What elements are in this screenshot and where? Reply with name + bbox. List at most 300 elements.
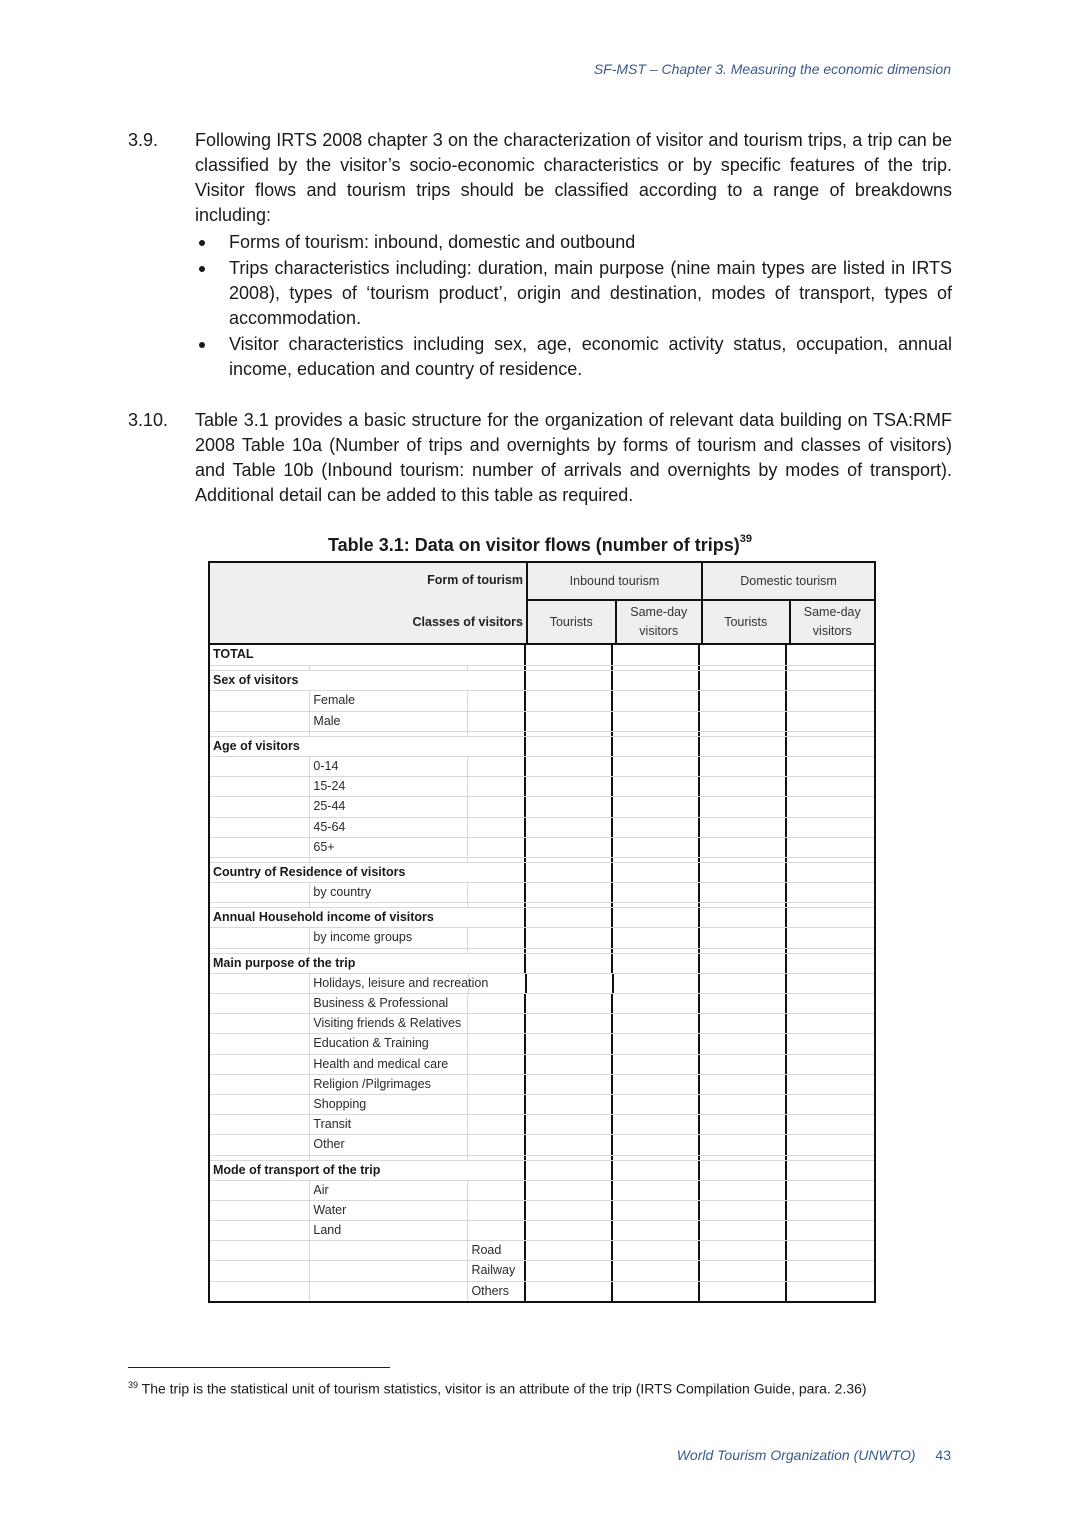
table-row	[210, 973, 874, 993]
row-label-level2: Other	[310, 1135, 468, 1154]
data-cell	[787, 777, 874, 796]
data-cell	[700, 732, 787, 736]
row-label-level1	[210, 818, 310, 837]
row-label-level1	[210, 949, 310, 953]
data-cell	[700, 883, 787, 902]
data-cell	[787, 883, 874, 902]
data-cell	[613, 1055, 700, 1074]
data-cell	[613, 1135, 700, 1154]
group-title: Domestic tourism	[703, 563, 874, 601]
data-cell	[700, 1161, 787, 1180]
row-label-level3	[468, 732, 526, 736]
row-label-level1	[210, 1261, 310, 1280]
data-cell	[787, 1115, 874, 1134]
data-cell	[614, 974, 701, 993]
data-cell	[700, 1201, 787, 1220]
row-label-level2	[310, 737, 468, 756]
data-cell	[787, 1135, 874, 1154]
data-cell	[787, 1161, 874, 1180]
row-label-level3	[468, 1135, 526, 1154]
data-cell	[526, 838, 613, 857]
table-header	[210, 563, 874, 645]
row-label-level3	[468, 818, 526, 837]
bullet-list	[195, 230, 952, 382]
row-label-level2: 45-64	[310, 818, 468, 837]
data-cell	[787, 994, 874, 1013]
table-row	[210, 837, 874, 857]
form-of-tourism-label: Form of tourism	[427, 573, 523, 587]
row-label-level3	[468, 1221, 526, 1240]
bullet-icon	[199, 266, 205, 272]
data-cell	[787, 1095, 874, 1114]
data-cell	[700, 1115, 787, 1134]
data-cell	[787, 757, 874, 776]
data-cell	[700, 1221, 787, 1240]
data-cell	[787, 1014, 874, 1033]
data-cell	[787, 712, 874, 731]
data-cell	[526, 671, 613, 690]
row-label-level1: Annual Household income of visitors	[213, 910, 434, 925]
table-row	[210, 736, 874, 756]
row-label-level3	[468, 903, 526, 907]
footnote-text: The trip is the statistical unit of tourism statistics, visitor is an attribute of the trip (IRTS Compilation Guide, para. 2.36)	[138, 1380, 867, 1397]
page-footer	[677, 1447, 951, 1463]
data-cell	[526, 1095, 613, 1114]
paragraph-number: 3.10.	[128, 410, 169, 430]
data-cell	[700, 863, 787, 882]
row-label-level2: by income groups	[310, 928, 468, 947]
data-cell	[526, 908, 613, 927]
data-cell	[700, 908, 787, 927]
data-cell	[613, 858, 700, 862]
data-cell	[700, 1055, 787, 1074]
row-label-level2	[310, 858, 468, 862]
row-label-level3	[468, 994, 526, 1013]
footnote-divider	[128, 1367, 390, 1368]
table-spacer-row	[210, 665, 874, 670]
table-row	[210, 1281, 874, 1301]
row-label-level2	[310, 671, 468, 690]
data-cell	[700, 712, 787, 731]
data-cell	[787, 1282, 874, 1301]
row-label-level1	[210, 928, 310, 947]
row-label-level3	[468, 691, 526, 710]
table-row	[210, 993, 874, 1013]
data-cell	[787, 1055, 874, 1074]
group-title: Inbound tourism	[528, 563, 701, 601]
data-cell	[526, 1014, 613, 1033]
data-cell	[613, 691, 700, 710]
data-cell	[787, 954, 874, 973]
data-cell	[613, 863, 700, 882]
data-cell	[613, 737, 700, 756]
row-label-level2: 65+	[310, 838, 468, 857]
table-row	[210, 1260, 874, 1280]
data-cell	[787, 863, 874, 882]
table-row	[210, 776, 874, 796]
row-label-level3	[468, 928, 526, 947]
data-cell	[787, 1181, 874, 1200]
data-cell	[526, 1055, 613, 1074]
data-cell	[613, 1221, 700, 1240]
row-label-level1	[210, 1135, 310, 1154]
data-cell	[613, 1075, 700, 1094]
data-cell	[526, 1221, 613, 1240]
row-label-level3	[468, 1034, 526, 1053]
row-label-level1	[210, 666, 310, 670]
bullet-item	[195, 332, 952, 382]
row-label-level2	[310, 1282, 468, 1301]
header-stub	[210, 563, 528, 643]
row-label-level3	[468, 1181, 526, 1200]
row-label-level1	[210, 1181, 310, 1200]
row-label-level1: Mode of transport of the trip	[213, 1162, 381, 1177]
data-cell	[700, 1241, 787, 1260]
table-row	[210, 1013, 874, 1033]
data-cell	[613, 954, 700, 973]
table-spacer-row	[210, 857, 874, 862]
row-label-level3	[469, 954, 527, 973]
data-cell	[526, 858, 613, 862]
data-cell	[526, 1034, 613, 1053]
visitor-flows-table	[208, 561, 876, 1303]
paragraph-text: Following IRTS 2008 chapter 3 on the characterization of visitor and tourism trips, a trip can be classified by the visitor’s socio-economic characteristics or by specific features of the trip. Visitor flows and tourism trips should be classified according to a range of breakdowns including:	[195, 130, 952, 225]
data-cell	[787, 908, 874, 927]
data-cell	[700, 954, 787, 973]
data-cell	[526, 645, 613, 665]
row-label-level3	[468, 883, 526, 902]
data-cell	[613, 666, 700, 670]
table-row	[210, 1134, 874, 1154]
data-cell	[613, 1034, 700, 1053]
footer-organization: World Tourism Organization (UNWTO)	[676, 1447, 916, 1463]
row-label-level2	[310, 949, 468, 953]
table-spacer-row	[210, 902, 874, 907]
data-cell	[613, 949, 700, 953]
row-label-level2: Religion /Pilgrimages	[310, 1075, 468, 1094]
data-cell	[526, 818, 613, 837]
data-cell	[700, 994, 787, 1013]
data-cell	[526, 883, 613, 902]
data-cell	[526, 691, 613, 710]
row-label-level3	[468, 1095, 526, 1114]
row-label-level1	[210, 732, 310, 736]
row-label-level2: Female	[310, 691, 468, 710]
data-cell	[613, 1115, 700, 1134]
data-cell	[526, 1201, 613, 1220]
data-cell	[613, 1095, 700, 1114]
row-label-level1: TOTAL	[213, 647, 254, 661]
row-label-level2: Health and medical care	[310, 1055, 468, 1074]
data-cell	[787, 838, 874, 857]
row-label-level2	[310, 732, 468, 736]
row-label-level1: Age of visitors	[213, 738, 300, 753]
data-cell	[613, 818, 700, 837]
data-cell	[787, 1156, 874, 1160]
data-cell	[787, 818, 874, 837]
paragraph-3-10	[128, 408, 952, 508]
row-label-level1	[210, 1095, 310, 1114]
row-label-level1	[210, 974, 310, 993]
data-cell	[787, 1221, 874, 1240]
row-label-level3: Others	[468, 1282, 526, 1301]
footnote	[128, 1380, 867, 1397]
bullet-icon	[199, 342, 205, 348]
header-group-inbound	[528, 563, 701, 643]
row-label-level3	[468, 858, 526, 862]
data-cell	[787, 949, 874, 953]
data-cell	[526, 1241, 613, 1260]
data-cell	[700, 645, 787, 665]
data-cell	[526, 1161, 613, 1180]
data-cell	[787, 1241, 874, 1260]
paragraph-3-9	[128, 128, 952, 383]
data-cell	[613, 777, 700, 796]
row-label-level2: 15-24	[310, 777, 468, 796]
data-cell	[787, 666, 874, 670]
data-cell	[613, 645, 700, 665]
row-label-level2	[310, 666, 468, 670]
table-spacer-row	[210, 731, 874, 736]
row-label-level2: Holidays, leisure and recreation	[310, 974, 469, 993]
data-cell	[700, 949, 787, 953]
row-label-level1: Sex of visitors	[213, 673, 299, 688]
data-cell	[700, 797, 787, 816]
table-spacer-row	[210, 948, 874, 953]
data-cell	[787, 732, 874, 736]
data-cell	[787, 858, 874, 862]
row-label-level1	[210, 858, 310, 862]
data-cell	[700, 1095, 787, 1114]
row-label-level1	[210, 883, 310, 902]
data-cell	[700, 858, 787, 862]
row-label-level2	[310, 903, 468, 907]
data-cell	[787, 1034, 874, 1053]
data-cell	[526, 1115, 613, 1134]
row-label-level1: Country of Residence of visitors	[213, 864, 406, 879]
bullet-text: Trips characteristics including: duration, main purpose (nine main types are listed in IRTS 2008), types of ‘tourism product’, origin and destination, modes of transport, types of accommodation.	[229, 258, 952, 328]
row-label-level2: Transit	[310, 1115, 468, 1134]
data-cell	[787, 645, 874, 665]
table-row	[210, 862, 874, 882]
row-label-level1	[210, 994, 310, 1013]
data-cell	[526, 1156, 613, 1160]
paragraph-text: Table 3.1 provides a basic structure for the organization of relevant data building on TSA:RMF 2008 Table 10a (Number of trips and overnights by forms of tourism and classes of visitors) and Table 10b (Inbound tourism: number of arrivals and overnights by modes of transport). Additional detail can be added to this table as required.	[195, 410, 952, 505]
table-row	[210, 882, 874, 902]
row-label-level2: Shopping	[310, 1095, 468, 1114]
data-cell	[613, 838, 700, 857]
table-row	[210, 1200, 874, 1220]
table-row	[210, 690, 874, 710]
data-cell	[700, 737, 787, 756]
header-group-domestic	[701, 563, 874, 643]
table-row	[210, 1220, 874, 1240]
row-label-level3	[468, 737, 526, 756]
table-row	[210, 927, 874, 947]
row-label-level2	[311, 908, 469, 927]
row-label-level3	[468, 1115, 526, 1134]
row-label-level2: Visiting friends & Relatives	[310, 1014, 468, 1033]
data-cell	[700, 1282, 787, 1301]
row-label-level1	[210, 1156, 310, 1160]
row-label-level1	[210, 838, 310, 857]
row-label-level1	[210, 1221, 310, 1240]
data-cell	[526, 712, 613, 731]
paragraph-number: 3.9.	[128, 130, 159, 150]
data-cell	[526, 666, 613, 670]
data-cell	[526, 863, 613, 882]
row-label-level2: Water	[310, 1201, 468, 1220]
row-label-level1	[210, 797, 310, 816]
bullet-text: Visitor characteristics including sex, age, economic activity status, occupation, annual income, education and country of residence.	[229, 334, 952, 379]
data-cell	[700, 1034, 787, 1053]
data-cell	[700, 1261, 787, 1280]
table-row	[210, 670, 874, 690]
data-cell	[787, 1201, 874, 1220]
table-row	[210, 1054, 874, 1074]
data-cell	[526, 737, 613, 756]
row-label-level2	[311, 954, 469, 973]
data-cell	[526, 949, 613, 953]
data-cell	[613, 1261, 700, 1280]
table-row	[210, 796, 874, 816]
column-header: Same-day visitors	[615, 601, 702, 643]
data-cell	[613, 1282, 700, 1301]
bullet-item	[195, 256, 952, 331]
row-label-level1	[210, 1241, 310, 1260]
row-label-level3	[468, 757, 526, 776]
table-row	[210, 953, 874, 973]
data-cell	[700, 757, 787, 776]
row-label-level1	[210, 1075, 310, 1094]
data-cell	[787, 797, 874, 816]
row-label-level3	[468, 666, 526, 670]
table-row	[210, 1114, 874, 1134]
bullet-icon	[199, 240, 205, 246]
row-label-level2	[310, 1261, 468, 1280]
data-cell	[526, 1181, 613, 1200]
data-cell	[613, 1014, 700, 1033]
data-cell	[613, 908, 700, 927]
data-cell	[526, 732, 613, 736]
table-row	[210, 907, 874, 927]
column-header: Tourists	[724, 614, 768, 629]
row-label-level3	[468, 777, 526, 796]
data-cell	[613, 757, 700, 776]
table-row	[210, 817, 874, 837]
data-cell	[526, 1075, 613, 1094]
row-label-level3	[468, 1201, 526, 1220]
row-label-level1	[210, 1201, 310, 1220]
data-cell	[526, 1135, 613, 1154]
row-label-level1	[210, 1034, 310, 1053]
row-label-level3	[468, 671, 526, 690]
row-label-level1	[210, 1282, 310, 1301]
footnote-ref[interactable]: 39	[739, 533, 752, 545]
data-cell	[787, 928, 874, 947]
row-label-level2: 0-14	[310, 757, 468, 776]
data-cell	[787, 903, 874, 907]
data-cell	[613, 1241, 700, 1260]
column-header: Tourists	[549, 614, 593, 629]
data-cell	[526, 797, 613, 816]
row-label-level3	[468, 838, 526, 857]
row-label-level1	[210, 691, 310, 710]
data-cell	[526, 954, 613, 973]
data-cell	[700, 777, 787, 796]
data-cell	[700, 1075, 787, 1094]
table-row	[210, 645, 874, 665]
row-label-level2	[310, 645, 468, 665]
data-cell	[613, 732, 700, 736]
row-label-level3: Road	[468, 1241, 526, 1260]
row-label-level2	[311, 1161, 469, 1180]
row-label-level2: Business & Professional	[310, 994, 468, 1013]
data-cell	[700, 838, 787, 857]
row-label-level3	[469, 863, 527, 882]
page-number: 43	[935, 1447, 951, 1463]
row-label-level3	[468, 1055, 526, 1074]
data-cell	[700, 1014, 787, 1033]
data-cell	[526, 928, 613, 947]
data-cell	[613, 1201, 700, 1220]
table-row	[210, 1033, 874, 1053]
data-cell	[613, 1161, 700, 1180]
row-label-level3	[468, 949, 526, 953]
table-title-text: Table 3.1: Data on visitor flows (number of trips)	[328, 535, 740, 555]
data-cell	[613, 1156, 700, 1160]
row-label-level2	[310, 1156, 468, 1160]
row-label-level2: Education & Training	[310, 1034, 468, 1053]
classes-of-visitors-label: Classes of visitors	[412, 615, 523, 629]
row-label-level2: 25-44	[310, 797, 468, 816]
data-cell	[700, 928, 787, 947]
row-label-level3	[469, 1161, 527, 1180]
data-cell	[613, 1181, 700, 1200]
data-cell	[613, 903, 700, 907]
data-cell	[526, 994, 613, 1013]
row-label-level2: Air	[310, 1181, 468, 1200]
data-cell	[526, 903, 613, 907]
data-cell	[700, 666, 787, 670]
data-cell	[613, 883, 700, 902]
data-cell	[700, 818, 787, 837]
row-label-level1	[210, 757, 310, 776]
row-label-level1	[210, 1115, 310, 1134]
data-cell	[700, 1135, 787, 1154]
table-spacer-row	[210, 1155, 874, 1160]
row-label-level1: Main purpose of the trip	[213, 955, 356, 970]
data-cell	[613, 797, 700, 816]
table-row	[210, 711, 874, 731]
data-cell	[700, 671, 787, 690]
data-cell	[787, 1261, 874, 1280]
bullet-item	[195, 230, 952, 255]
row-label-level1	[210, 1055, 310, 1074]
table-row	[210, 1240, 874, 1260]
row-label-level1	[210, 1014, 310, 1033]
data-cell	[787, 974, 874, 993]
data-cell	[527, 974, 614, 993]
data-cell	[787, 737, 874, 756]
row-label-level2: by country	[310, 883, 468, 902]
table-title	[0, 535, 1080, 556]
data-cell	[700, 903, 787, 907]
data-cell	[613, 994, 700, 1013]
row-label-level1	[210, 777, 310, 796]
data-cell	[526, 1282, 613, 1301]
row-label-level3: Railway	[468, 1261, 526, 1280]
